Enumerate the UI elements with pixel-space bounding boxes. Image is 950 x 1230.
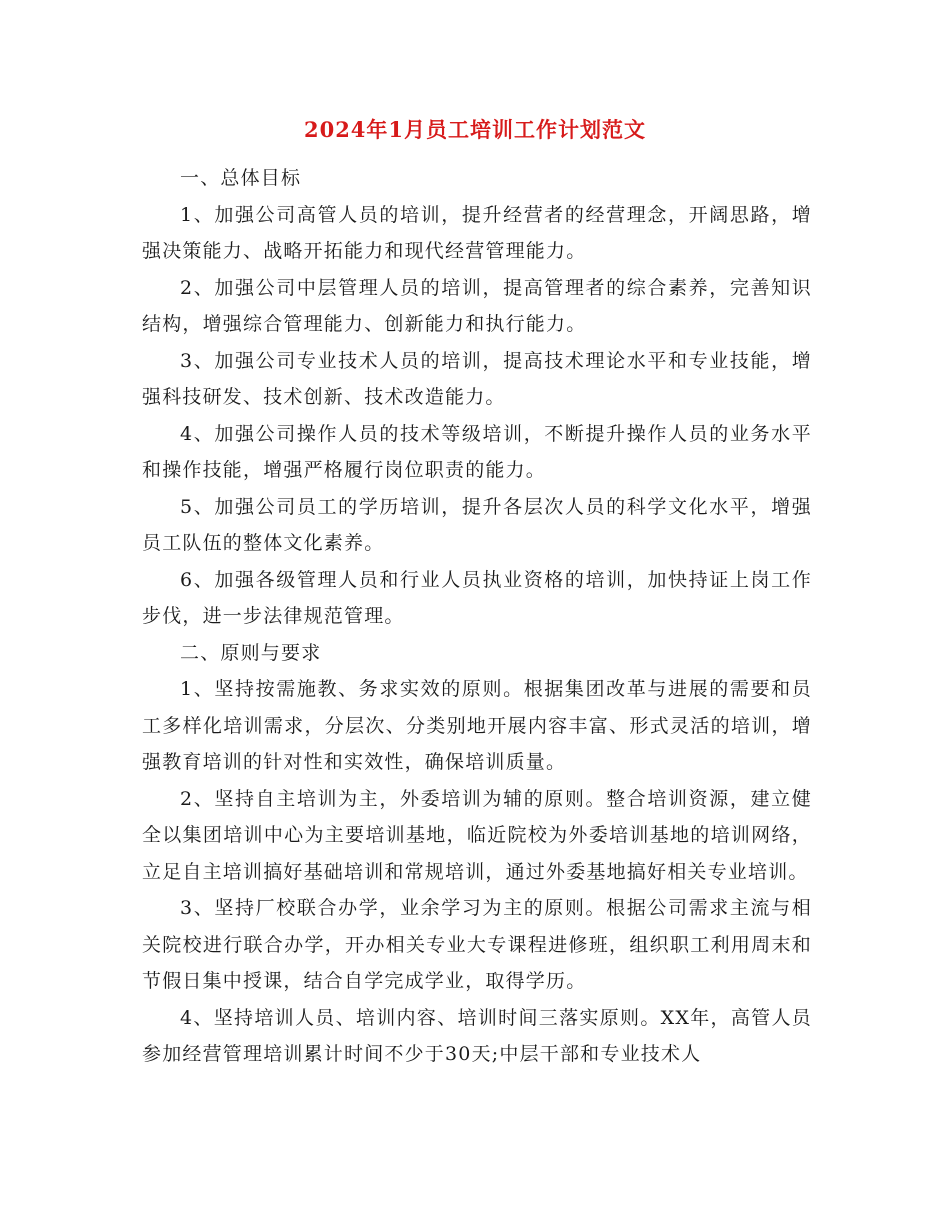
paragraph: 4、加强公司操作人员的技术等级培训，不断提升操作人员的业务水平和操作技能，增强严格履行岗位职责的能力。 xyxy=(142,422,812,481)
paragraph: 3、加强公司专业技术人员的培训，提高技术理论水平和专业技能，增强科技研发、技术创新、技术改造能力。 xyxy=(142,349,812,408)
document-body xyxy=(142,160,812,1073)
paragraph: 2、坚持自主培训为主，外委培训为辅的原则。整合培训资源，建立健全以集团培训中心为主要培训基地，临近院校为外委培训基地的培训网络，立足自主培训搞好基础培训和常规培训，通过外委基地搞好相关专业培训。 xyxy=(142,787,812,883)
section-heading-principles: 二、原则与要求 xyxy=(180,641,322,664)
paragraph: 4、坚持培训人员、培训内容、培训时间三落实原则。XX年，高管人员参加经营管理培训累计时间不少于30天;中层干部和专业技术人 xyxy=(142,1006,812,1065)
paragraph: 1、加强公司高管人员的培训，提升经营者的经营理念，开阔思路，增强决策能力、战略开拓能力和现代经营管理能力。 xyxy=(142,203,812,262)
section-heading-overall-goals: 一、总体目标 xyxy=(180,167,302,189)
paragraph: 3、坚持厂校联合办学，业余学习为主的原则。根据公司需求主流与相关院校进行联合办学，开办相关专业大专课程进修班，组织职工利用周末和节假日集中授课，结合自学完成学业，取得学历。 xyxy=(142,897,812,992)
document-title: 2024年1月员工培训工作计划范文 xyxy=(303,117,647,142)
paragraph: 1、坚持按需施教、务求实效的原则。根据集团改革与进展的需要和员工多样化培训需求，分层次、分类别地开展内容丰富、形式灵活的培训，增强教育培训的针对性和实效性，确保培训质量。 xyxy=(142,678,812,773)
paragraph: 2、加强公司中层管理人员的培训，提高管理者的综合素养，完善知识结构，增强综合管理能力、创新能力和执行能力。 xyxy=(142,276,812,335)
paragraph: 5、加强公司员工的学历培训，提升各层次人员的科学文化水平，增强员工队伍的整体文化素养。 xyxy=(142,495,812,554)
paragraph: 6、加强各级管理人员和行业人员执业资格的培训，加快持证上岗工作步伐，进一步法律规范管理。 xyxy=(142,568,812,627)
